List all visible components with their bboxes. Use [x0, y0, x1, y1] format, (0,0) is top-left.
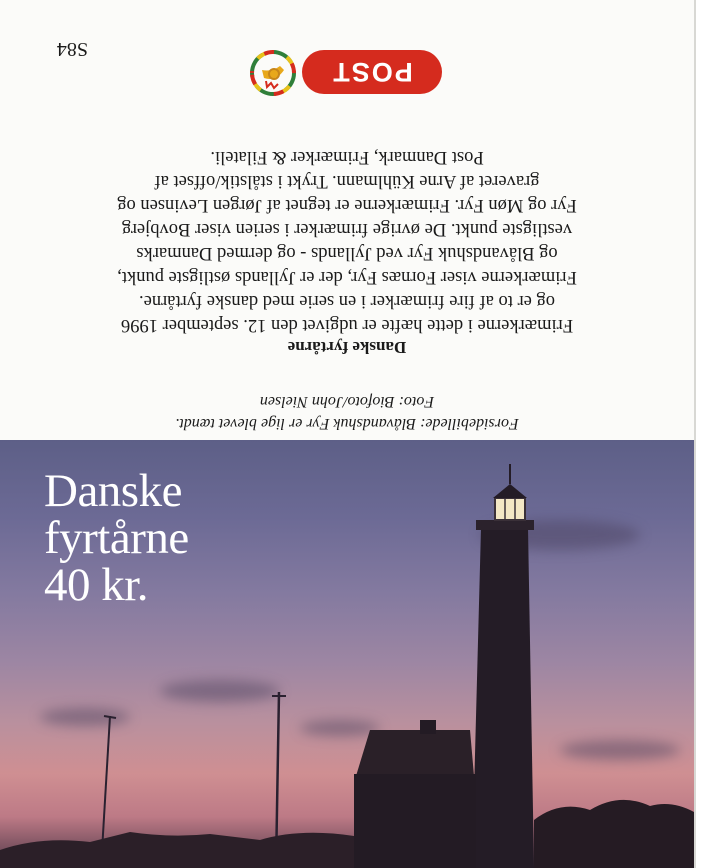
cover-title-line: fyrtårne: [44, 512, 189, 564]
chimney: [420, 720, 436, 734]
booklet-heading: Danske fyrtårne: [287, 338, 407, 357]
lighthouse-lamp: [495, 498, 525, 520]
cover-price: 40 kr.: [44, 559, 149, 611]
description-line: Frimærkerne viser Fornæs Fyr, der er Jyllands østligste punkt,: [117, 267, 577, 287]
lighthouse-silhouette: [0, 440, 694, 868]
lighthouse-roof: [493, 484, 527, 498]
description-line: vestligste punkt. De øvrige frimærker i serien viser Bovbjerg: [121, 219, 573, 239]
upside-down-text-area: [0, 0, 694, 440]
keeper-house-roof: [356, 730, 474, 776]
post-horn-emblem-icon: [248, 48, 298, 98]
trees: [534, 800, 694, 868]
front-cover-photo: [0, 440, 694, 868]
description-line: Frimærkerne i dette hæfte er udgivet den 12. september 1996: [120, 315, 574, 335]
photographer-credit: Foto: Biofoto/John Nielsen: [259, 393, 435, 410]
description-line: Fyr og Møn Fyr. Frimærkerne er tegnet af Jørgen Levinsen og: [117, 195, 577, 215]
description-line: og er to af fire frimærker i en serie med danske fyrtårne.: [138, 291, 556, 311]
description-line: og Blåvandshuk Fyr ved Jyllands - og dermed Danmarks: [136, 243, 558, 263]
radio-mast-arm: [104, 716, 116, 718]
post-logo-text: POST: [302, 50, 442, 94]
lighthouse-tower: [472, 528, 534, 868]
cover-title-line: Danske: [44, 465, 182, 517]
photo-credit: Forsidebillede: Blåvandshuk Fyr er lige blevet tændt.: [175, 415, 519, 432]
back-cover-panel: [0, 0, 694, 440]
ground: [0, 832, 354, 868]
description-line: Post Danmark, Frimærker & Filateli.: [210, 147, 484, 167]
post-danmark-logo: [244, 46, 442, 100]
description-line: graveret af Arne Kühlmann. Trykt i stålstik/offset af: [154, 171, 540, 191]
lighthouse-gallery: [476, 520, 534, 530]
catalog-number: S84: [56, 38, 88, 60]
description-text: [0, 145, 694, 337]
keeper-house: [354, 774, 476, 868]
